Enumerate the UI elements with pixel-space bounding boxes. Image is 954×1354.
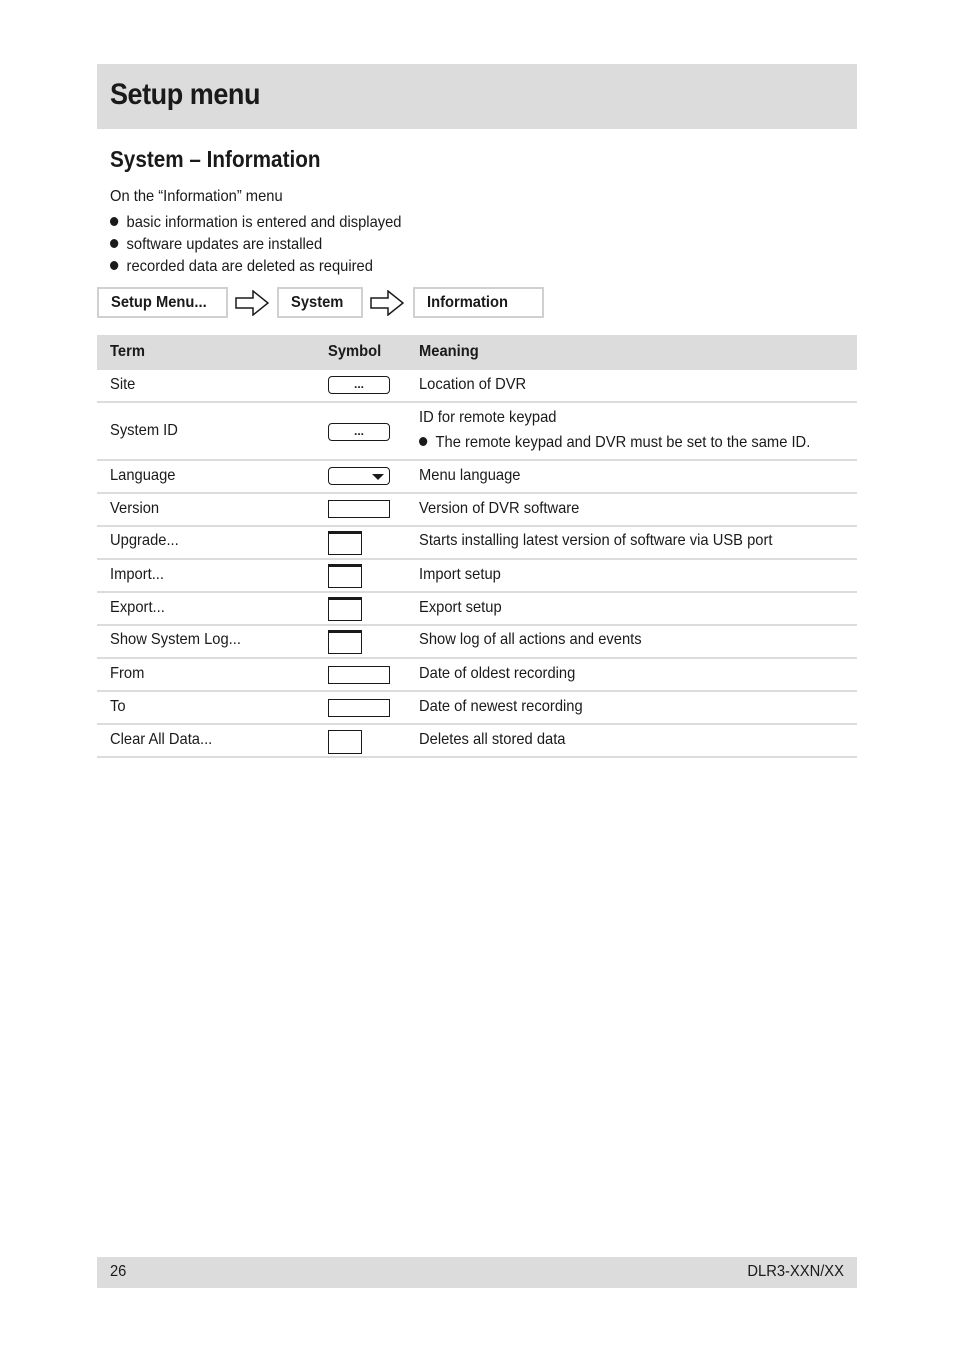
bullet-icon [110, 261, 118, 270]
table-row [97, 494, 857, 527]
hollow-right-arrow-icon [235, 290, 269, 316]
table-row [97, 560, 857, 593]
bullet-text: basic information is entered and displayed [126, 214, 402, 231]
breadcrumb-label: System [291, 294, 344, 311]
display-field-symbol [328, 666, 390, 684]
table-row [97, 626, 857, 659]
breadcrumb-setup-menu[interactable] [97, 287, 228, 318]
intro-bullet-list [110, 212, 401, 278]
bullet-icon [419, 437, 427, 446]
meaning-cell: Menu language [419, 467, 521, 484]
table-row [97, 527, 857, 560]
table-row [97, 403, 857, 461]
breadcrumb-label: Setup Menu... [111, 294, 207, 311]
button-symbol [328, 630, 362, 654]
meaning-cell: Starts installing latest version of software via USB port [419, 532, 773, 549]
button-symbol [328, 597, 362, 621]
footer-band [97, 1257, 857, 1288]
bullet-text: software updates are installed [126, 236, 323, 253]
table-header [97, 335, 857, 370]
header-term: Term [110, 343, 145, 360]
meaning-cell: Date of newest recording [419, 698, 583, 715]
bullet-text: recorded data are deleted as required [126, 258, 373, 275]
list-item [110, 234, 401, 256]
header-meaning: Meaning [419, 343, 479, 360]
meaning-cell: Date of oldest recording [419, 665, 576, 682]
chevron-down-icon [372, 474, 384, 480]
text-field-symbol: ... [328, 423, 390, 441]
text-field-symbol: ... [328, 376, 390, 394]
hollow-right-arrow-icon [370, 290, 404, 316]
section-title: System – Information [110, 146, 321, 172]
term-cell: Site [110, 376, 136, 393]
bullet-icon [110, 239, 118, 248]
list-item [110, 212, 401, 234]
breadcrumb-label: Information [427, 294, 508, 311]
term-cell: Import... [110, 566, 164, 583]
term-cell: Show System Log... [110, 631, 241, 648]
meaning-note [419, 434, 810, 452]
list-item [110, 256, 401, 278]
header-symbol: Symbol [328, 343, 382, 360]
term-cell: Upgrade... [110, 532, 179, 549]
term-cell: Clear All Data... [110, 731, 213, 748]
display-field-symbol [328, 500, 390, 518]
square-button-symbol [328, 730, 362, 754]
term-cell: From [110, 665, 145, 682]
button-symbol [328, 564, 362, 588]
term-cell: Export... [110, 599, 165, 616]
table-row [97, 692, 857, 725]
table-row [97, 725, 857, 758]
display-field-symbol [328, 699, 390, 717]
meaning-cell: Deletes all stored data [419, 731, 566, 748]
meaning-cell: Version of DVR software [419, 500, 580, 517]
button-symbol [328, 531, 362, 555]
term-cell: Version [110, 500, 160, 517]
page-title: Setup menu [110, 78, 261, 111]
intro-text: On the “Information” menu [110, 188, 283, 205]
model-number: DLR3-XXN/XX [747, 1263, 844, 1280]
page-number: 26 [110, 1263, 127, 1280]
table-row [97, 593, 857, 626]
meaning-cell: Export setup [419, 599, 502, 616]
meaning-cell: Location of DVR [419, 376, 527, 393]
note-text: The remote keypad and DVR must be set to the same ID. [435, 434, 811, 451]
term-cell: To [110, 698, 126, 715]
term-cell: System ID [110, 422, 178, 439]
bullet-icon [110, 217, 118, 226]
breadcrumb-information[interactable] [413, 287, 544, 318]
term-cell: Language [110, 467, 176, 484]
table-row [97, 659, 857, 692]
meaning-cell: ID for remote keypad [419, 409, 557, 426]
table-row [97, 461, 857, 494]
meaning-cell: Import setup [419, 566, 501, 583]
meaning-cell: Show log of all actions and events [419, 631, 642, 648]
dropdown-symbol [328, 467, 390, 485]
table-row [97, 370, 857, 403]
terms-table [97, 335, 857, 758]
breadcrumb-system[interactable] [277, 287, 363, 318]
